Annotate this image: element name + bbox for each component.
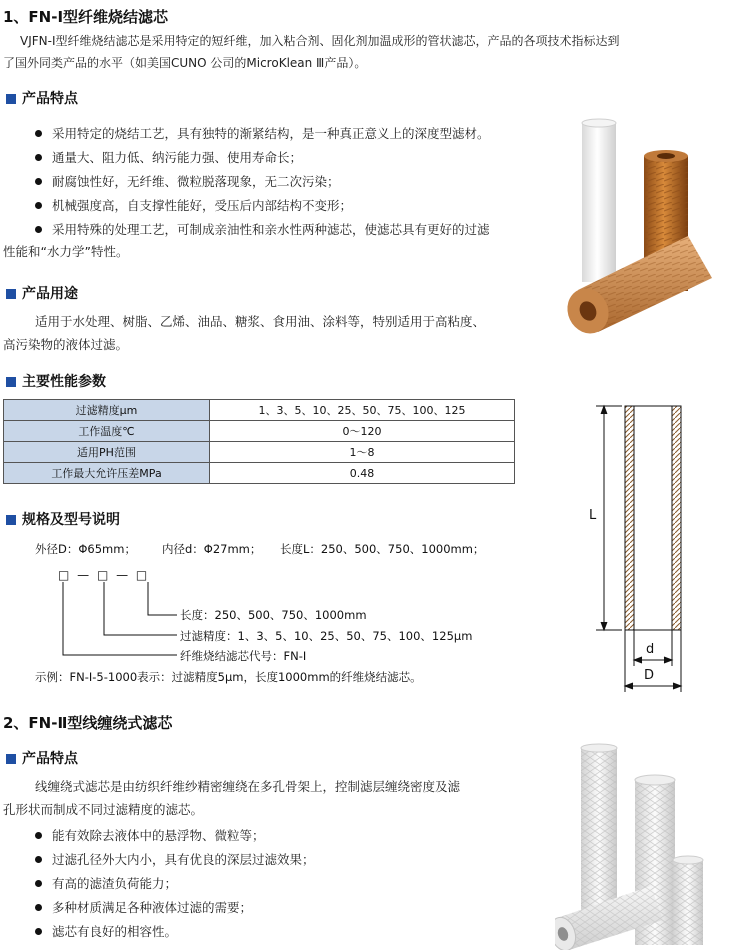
feature-item: 采用特定的烧结工艺，具有独特的渐紧结构，是一种真正意义上的深度型滤材。 [35, 124, 490, 142]
section2-intro-line2: 孔形状而制成不同过滤精度的滤芯。 [3, 802, 204, 817]
sintered-cartridge-photo [560, 118, 720, 343]
wound-cartridge-photo [555, 740, 725, 950]
params-heading: 主要性能参数 [6, 371, 106, 391]
code-length: 长度：250、500、750、1000mm [180, 608, 367, 622]
param-key: 工作最大允许压差MPa [4, 463, 210, 484]
uses-heading: 产品用途 [6, 283, 78, 303]
section2-title: 2、FN-Ⅱ型线缠绕式滤芯 [3, 714, 173, 732]
section1-title: 1、FN-Ⅰ型纤维烧结滤芯 [3, 8, 169, 26]
bullet-icon [35, 904, 42, 911]
section2-intro-line1: 线缠绕式滤芯是由纺织纤维纱精密缠绕在多孔骨架上，控制滤层缠绕密度及滤 [35, 779, 461, 794]
example-text: 示例：FN-Ⅰ-5-1000表示：过滤精度5μm，长度1000mm的纤维烧结滤芯。 [35, 670, 422, 684]
table-row [4, 421, 515, 442]
section1-intro-line2: 了国外同类产品的水平（如美国CUNO 公司的MicroKlean Ⅲ产品）。 [3, 56, 367, 70]
drawing-label-L: L [589, 508, 597, 523]
param-key: 适用PH范围 [4, 442, 210, 463]
bullet-icon [35, 856, 42, 863]
section2-feature-item: 滤芯有良好的相容性。 [35, 922, 177, 940]
bullet-icon [35, 928, 42, 935]
table-row [4, 400, 515, 421]
bullet-icon [35, 832, 42, 839]
bullet-icon [35, 202, 42, 209]
section2-features-heading: 产品特点 [6, 748, 78, 768]
cartridge-cross-section-drawing [590, 398, 700, 698]
section2-feature-item: 能有效除去液体中的悬浮物、微粒等； [35, 826, 265, 844]
param-value: 1～8 [210, 442, 515, 463]
table-row [4, 463, 515, 484]
drawing-label-D: D [644, 668, 655, 683]
heading-square-icon [6, 754, 16, 764]
param-key: 工作温度℃ [4, 421, 210, 442]
heading-square-icon [6, 94, 16, 104]
length-options: 长度L：250、500、750、1000mm； [280, 542, 485, 556]
param-key: 过滤精度μm [4, 400, 210, 421]
bullet-icon [35, 178, 42, 185]
feature-item: 采用特殊的处理工艺，可制成亲油性和亲水性两种滤芯，使滤芯具有更好的过滤 [35, 220, 490, 238]
uses-line2: 高污染物的液体过滤。 [3, 337, 129, 352]
code-precision: 过滤精度：1、3、5、10、25、50、75、100、125μm [180, 629, 473, 643]
heading-square-icon [6, 515, 16, 525]
feature-item: 机械强度高，自支撑性能好，受压后内部结构不变形； [35, 196, 352, 214]
param-value: 1、3、5、10、25、50、75、100、125 [210, 400, 515, 421]
features-heading: 产品特点 [6, 88, 78, 108]
section2-feature-item: 过滤孔径外大内小，具有优良的深层过滤效果； [35, 850, 315, 868]
heading-square-icon [6, 289, 16, 299]
uses-line1: 适用于水处理、树脂、乙烯、油品、糖浆、食用油、涂料等，特别适用于高粘度、 [35, 314, 486, 329]
feature-item: 通量大、阻力低、纳污能力强、使用寿命长； [35, 148, 302, 166]
code-type: 纤维烧结滤芯代号：FN-Ⅰ [180, 649, 307, 663]
section2-feature-item: 多种材质满足各种液体过滤的需要； [35, 898, 252, 916]
section1-intro-line1: VJFN-Ⅰ型纤维烧结滤芯是采用特定的短纤维，加入粘合剂、固化剂加温成形的管状滤芯，产品的各项技术指标达到 [20, 34, 620, 48]
drawing-label-d: d [646, 642, 655, 657]
spec-heading: 规格及型号说明 [6, 509, 120, 529]
param-value: 0.48 [210, 463, 515, 484]
params-table [3, 399, 515, 484]
bullet-icon [35, 880, 42, 887]
bullet-icon [35, 226, 42, 233]
heading-square-icon [6, 377, 16, 387]
outer-diameter: 外径D：Φ65mm； [35, 542, 136, 556]
inner-diameter: 内径d：Φ27mm； [162, 542, 262, 556]
model-code-boxes: □ — □ — □ [58, 568, 150, 582]
model-code-leader-lines [55, 582, 195, 662]
table-row [4, 442, 515, 463]
section2-feature-item: 有高的滤渣负荷能力； [35, 874, 177, 892]
feature-item: 耐腐蚀性好，无纤维、微粒脱落现象，无二次污染； [35, 172, 340, 190]
bullet-icon [35, 154, 42, 161]
param-value: 0～120 [210, 421, 515, 442]
feature-item-continued: 性能和“水力学”特性。 [3, 244, 129, 259]
bullet-icon [35, 130, 42, 137]
